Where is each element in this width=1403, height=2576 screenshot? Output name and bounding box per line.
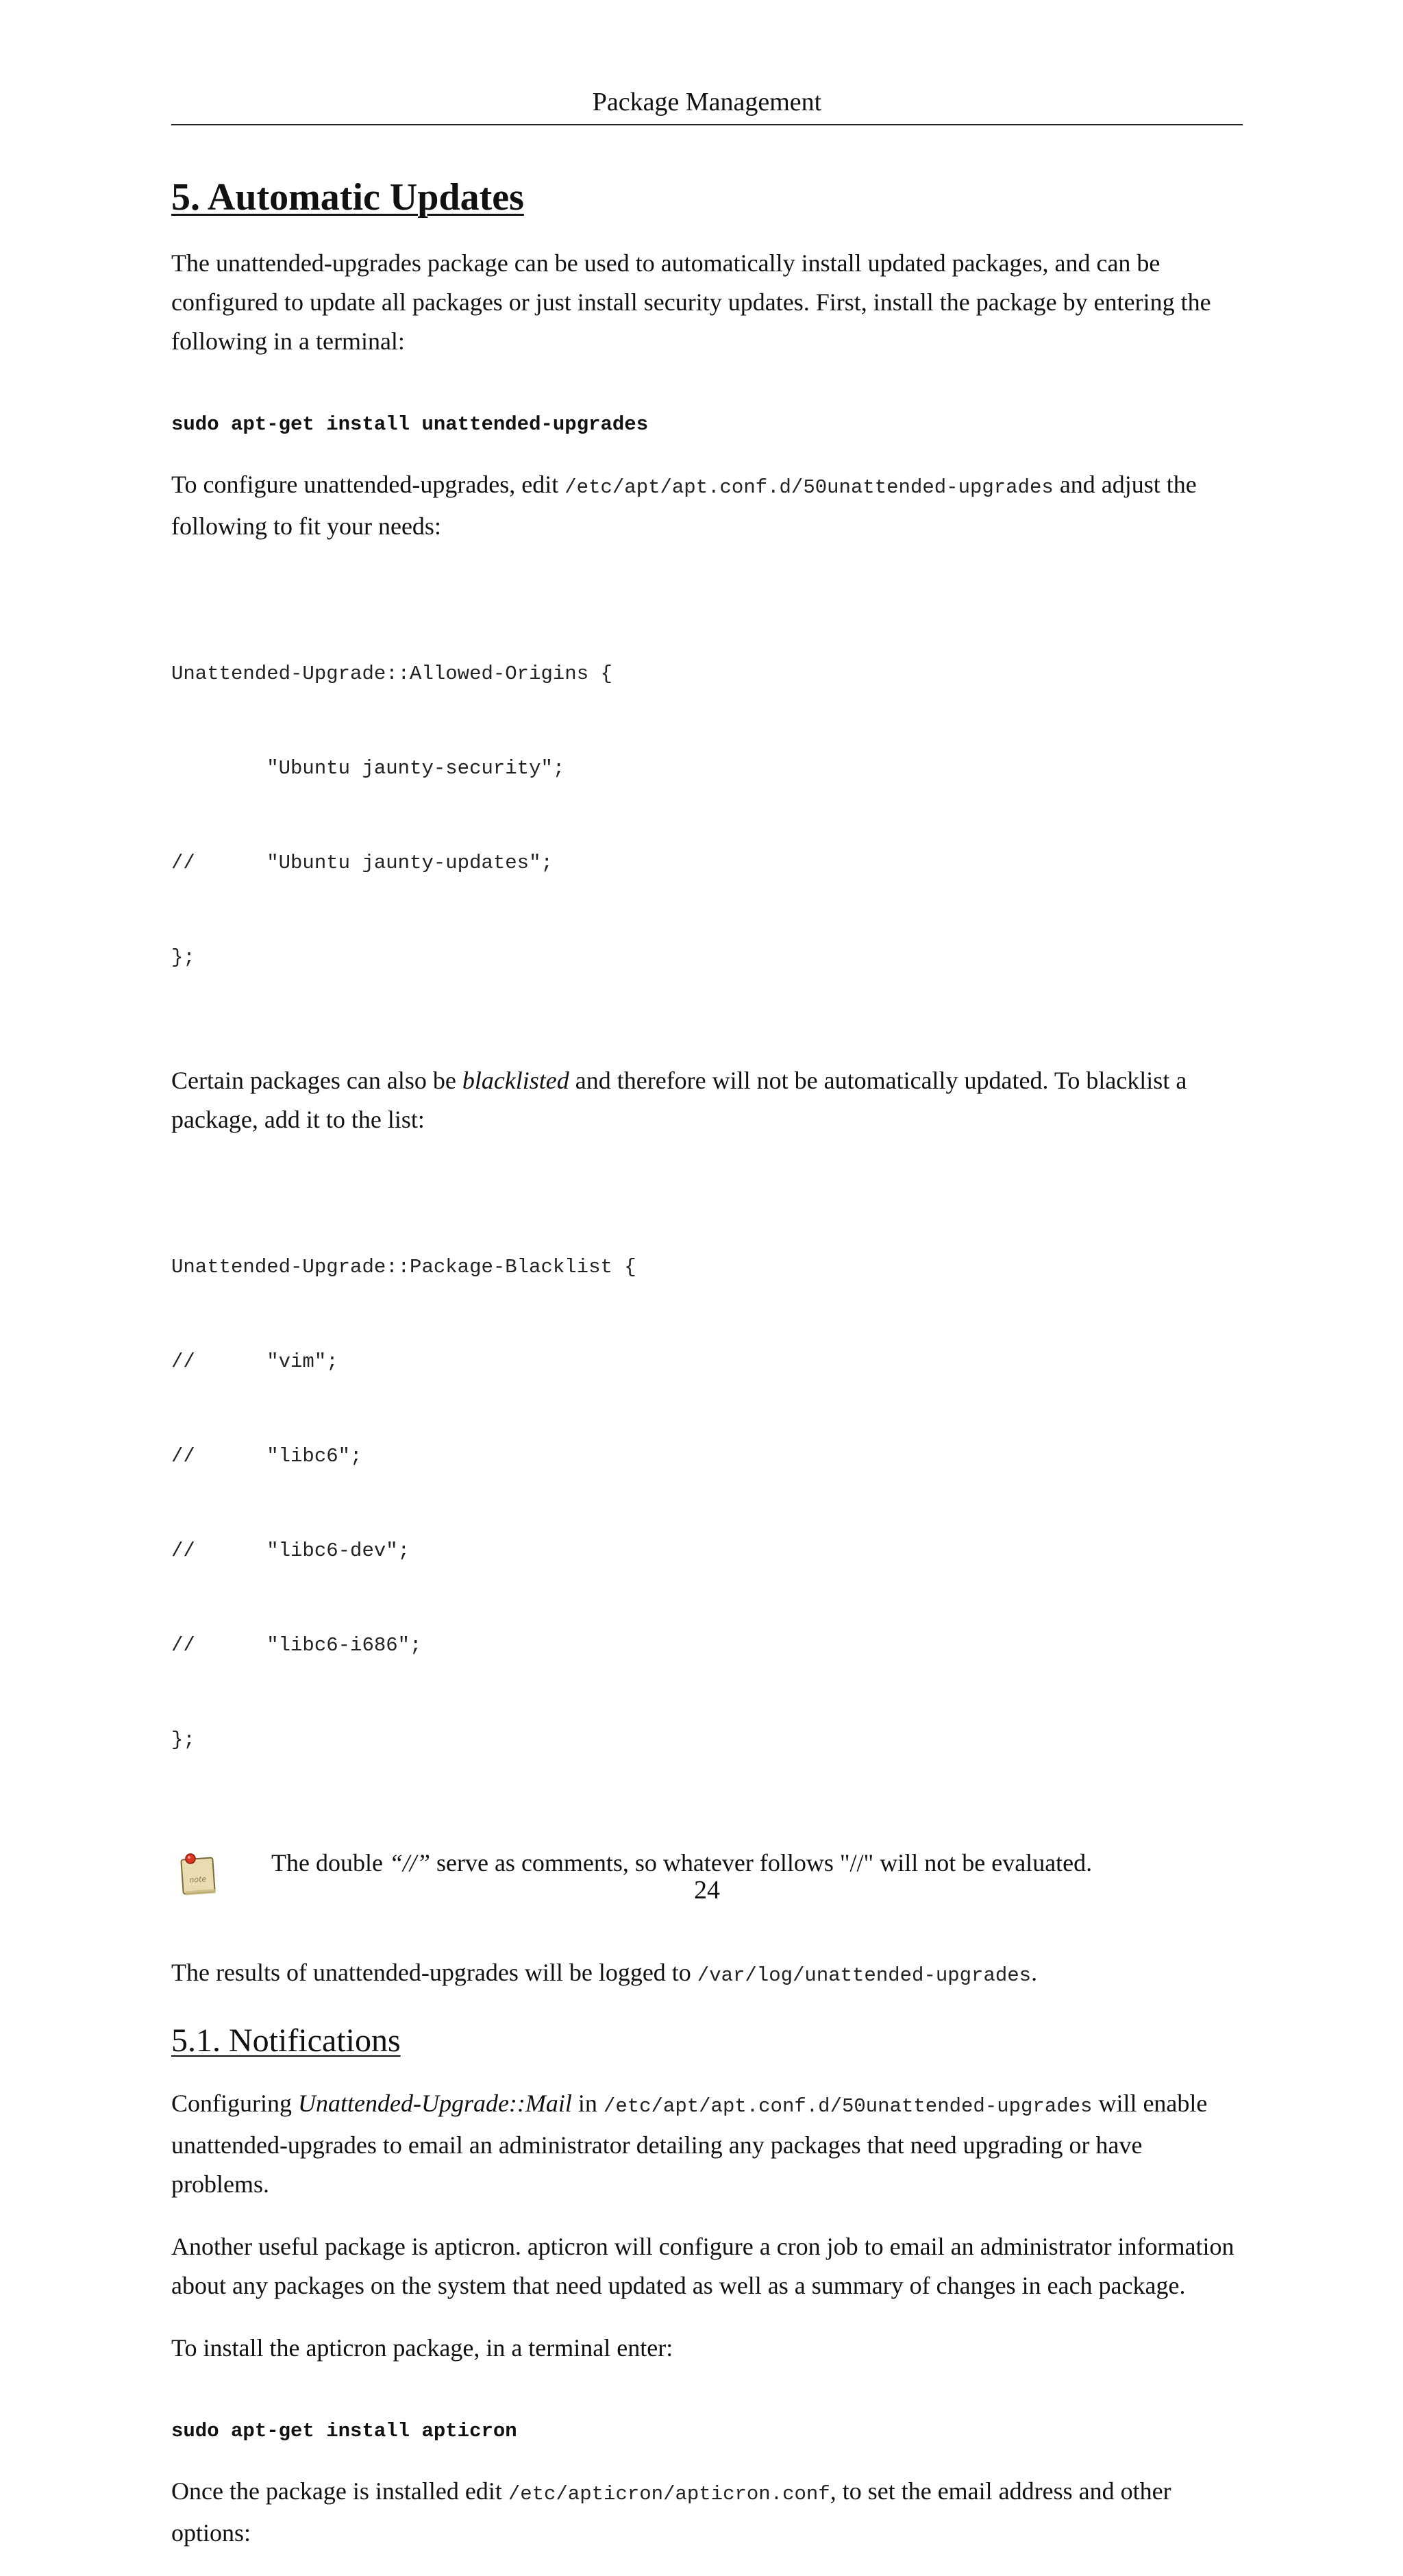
- edit-text-before: Once the package is installed edit: [171, 2477, 508, 2505]
- results-text-after: .: [1031, 1959, 1038, 1986]
- subsection-heading: 5.1. Notifications: [171, 2022, 401, 2059]
- blacklist-paragraph: [171, 1061, 1243, 1139]
- header-rule: [171, 124, 1243, 125]
- note-text-after: serve as comments, so whatever follows "//" will not be evaluated.: [430, 1849, 1093, 1877]
- code-line: // "libc6";: [171, 1445, 362, 1467]
- mail-text-before: Configuring: [171, 2090, 298, 2117]
- mail-paragraph: [171, 2084, 1243, 2204]
- install-command: sudo apt-get install unattended-upgrades: [171, 413, 649, 436]
- intro-paragraph: The unattended-upgrades package can be used to automatically install updated packages, and can be configured to update all packages or just install security updates. First, install the package by entering the following in a terminal:: [171, 249, 1211, 355]
- configure-paragraph: [171, 465, 1243, 546]
- code-line: };: [171, 1729, 195, 1751]
- code-line: // "libc6-dev";: [171, 1539, 410, 1562]
- apticron-install-paragraph: To install the apticron package, in a terminal enter:: [171, 2334, 673, 2362]
- apticron-edit-paragraph: [171, 2472, 1243, 2553]
- apticron-install-command: sudo apt-get install apticron: [171, 2420, 517, 2442]
- results-paragraph: [171, 1953, 1243, 1995]
- blacklist-text-after: and therefore will not be automatically updated. To blacklist a package, add it to the list:: [171, 1067, 1187, 1133]
- code-line: // "libc6-i686";: [171, 1634, 422, 1657]
- apticron-paragraph: Another useful package is apticron. apticron will configure a cron job to email an administrator information about any packages on the system that need updated as well as a summary of changes in each package.: [171, 2233, 1234, 2299]
- code-line: "Ubuntu jaunty-security";: [171, 757, 565, 780]
- results-text-before: The results of unattended-upgrades will be logged to: [171, 1959, 697, 1986]
- configure-text-after: and adjust the following to fit your needs:: [171, 471, 1197, 540]
- edit-text-after: , to set the email address and other options:: [171, 2477, 1171, 2547]
- code-line: Unattended-Upgrade::Allowed-Origins {: [171, 662, 612, 685]
- running-header: Package Management: [592, 88, 822, 116]
- config-file-path: /etc/apt/apt.conf.d/50unattended-upgrades: [564, 476, 1054, 499]
- page-number: 24: [694, 1876, 720, 1905]
- package-blacklist-code-block: [171, 1189, 1243, 1819]
- blacklist-text-before: Certain packages can also be: [171, 1067, 462, 1094]
- code-line: // "vim";: [171, 1350, 338, 1373]
- apticron-config-path: /etc/apticron/apticron.conf: [508, 2483, 830, 2505]
- blacklisted-emphasis: blacklisted: [462, 1067, 569, 1094]
- svg-text:note: note: [188, 1874, 207, 1885]
- note-text-before: The double: [271, 1849, 389, 1877]
- config-file-path: /etc/apt/apt.conf.d/50unattended-upgrades: [603, 2095, 1093, 2118]
- document-page: [171, 0, 1243, 2547]
- mail-option-emphasis: Unattended-Upgrade::Mail: [298, 2090, 572, 2117]
- code-line: // "Ubuntu jaunty-updates";: [171, 852, 553, 874]
- allowed-origins-code-block: [171, 595, 1243, 1037]
- note-emphasis: “//”: [388, 1849, 430, 1877]
- code-line: Unattended-Upgrade::Package-Blacklist {: [171, 1256, 636, 1278]
- log-file-path: /var/log/unattended-upgrades: [697, 1964, 1032, 1987]
- mail-text-mid: in: [571, 2090, 604, 2117]
- mail-text-after: will enable unattended-upgrades to email an administrator detailing any packages that need upgrading or have problems.: [171, 2090, 1208, 2198]
- page-content: [171, 171, 1243, 2576]
- code-line: };: [171, 946, 195, 969]
- configure-text-before: To configure unattended-upgrades, edit: [171, 471, 565, 498]
- section-heading: 5. Automatic Updates: [171, 176, 524, 219]
